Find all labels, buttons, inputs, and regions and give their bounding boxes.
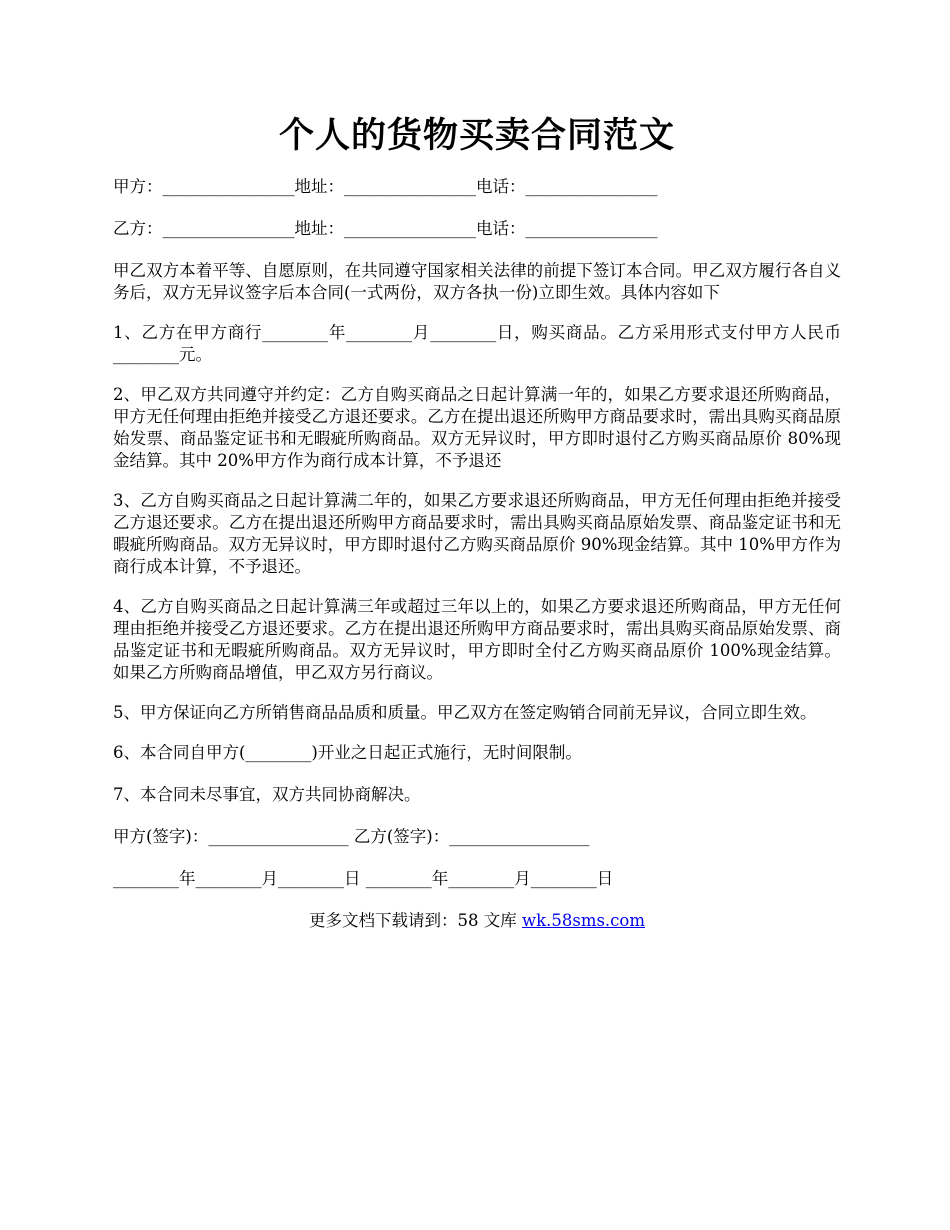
footer-link[interactable]: wk.58sms.com: [521, 911, 645, 930]
download-footer: [113, 910, 841, 932]
footer-text: 更多文档下载请到：58 文库: [308, 911, 522, 930]
date-line: ________年________月________日 ________年________月________日: [113, 869, 614, 888]
party-b-line: 乙方：________________地址：________________电话：________________: [113, 219, 658, 238]
document-title: 个人的货物买卖合同范文: [278, 115, 675, 156]
clause-3: 3、乙方自购买商品之日起计算满二年的，如果乙方要求退还所购商品，甲方无任何理由拒绝并接受乙方退还要求。乙方在提出退还所购甲方商品要求时，需出具购买商品原始发票、商品鉴定证书和无暇疵所购商品。双方无异议时，甲方即时退付乙方购买商品原价 90%现金结算。其中 10%甲方作为商行成本计算，不予退还。: [113, 491, 841, 576]
signature-line: 甲方(签字)：_________________ 乙方(签字)：_________________: [113, 827, 590, 846]
clause-7: 7、本合同未尽事宜，双方共同协商解决。: [113, 785, 421, 804]
clause-2: 2、甲乙双方共同遵守并约定：乙方自购买商品之日起计算满一年的，如果乙方要求退还所购商品，甲方无任何理由拒绝并接受乙方退还要求。乙方在提出退还所购甲方商品要求时，需出具购买商品原始发票、商品鉴定证书和无暇疵所购商品。双方无异议时，甲方即时退付乙方购买商品原价 80%现金结算。其中 20%甲方作为商行成本计算，不予退还: [113, 385, 841, 470]
clause-5: 5、甲方保证向乙方所销售商品品质和质量。甲乙双方在签定购销合同前无异议，合同立即生效。: [113, 703, 817, 722]
clause-4: 4、乙方自购买商品之日起计算满三年或超过三年以上的，如果乙方要求退还所购商品，甲方无任何理由拒绝并接受乙方退还要求。乙方在提出退还所购甲方商品要求时，需出具购买商品原始发票、商品鉴定证书和无暇疵所购商品。双方无异议时，甲方即时全付乙方购买商品原价 100%现金结算。如果乙方所购商品增值，甲乙双方另行商议。: [113, 597, 841, 682]
clause-1: 1、乙方在甲方商行________年________月________日，购买商品。乙方采用形式支付甲方人民币________元。: [113, 323, 841, 364]
clause-6: 6、本合同自甲方(________)开业之日起正式施行，无时间限制。: [113, 743, 582, 762]
party-a-line: 甲方：________________地址：________________电话：________________: [113, 177, 658, 196]
document-page: [113, 108, 841, 932]
intro-paragraph: 甲乙双方本着平等、自愿原则，在共同遵守国家相关法律的前提下签订本合同。甲乙双方履行各自义务后，双方无异议签字后本合同(一式两份，双方各执一份)立即生效。具体内容如下: [113, 261, 841, 302]
